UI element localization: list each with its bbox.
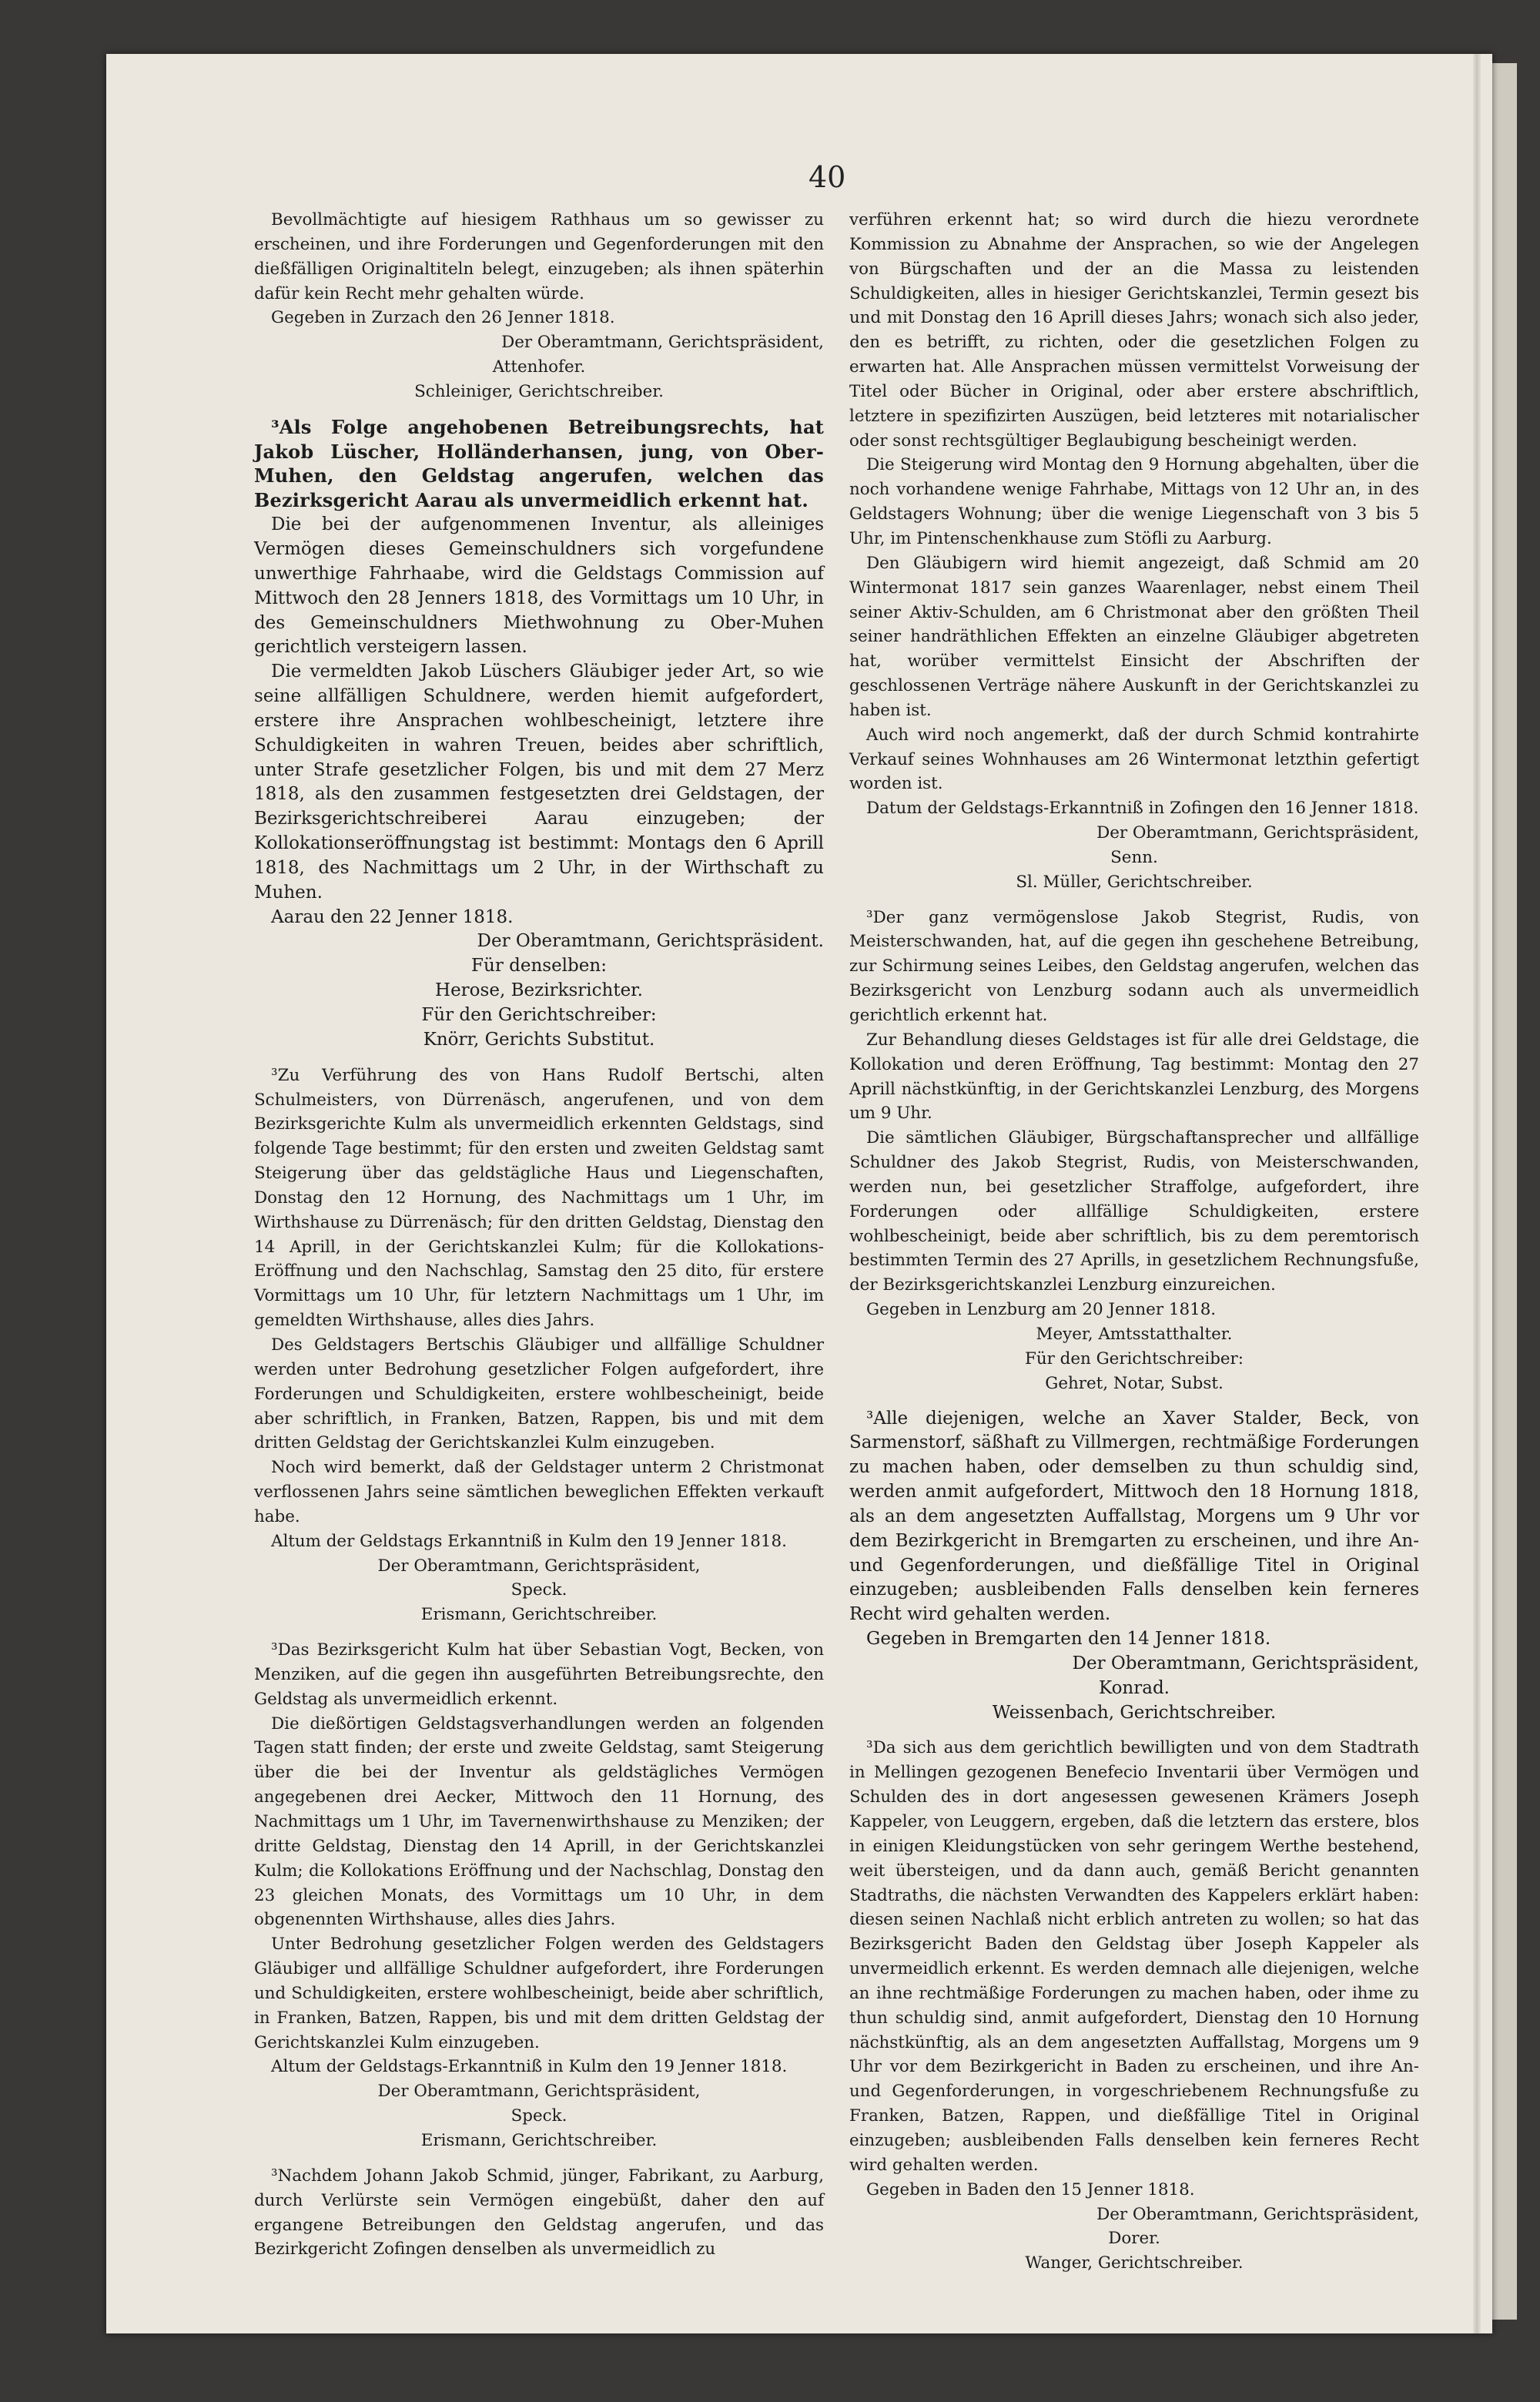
- signature-title: Meyer, Amtsstatthalter.: [1036, 1324, 1233, 1344]
- notice-schmid-continued: verführen erkennt hat; so wird durch die hiezu verordnete Kommission zu Abnahme der Ansprachen, so wie der Angelegen von Bürgschaften und der an die Massa zu leistenden Schuldigkeiten, alles in hiesiger Gerichtskanzlei, Termin gesezt bis und mit Donstag den 16 Aprill dieses Jahrs; wonach sich also jeder, den es betrifft, zu richten, oder die gesetzlichen Folgen zu erwarten hat. Alle Ansprachen müssen vermittelst Vorweisung der Titel oder Bücher in Original, oder aber erstere abschriftlich, letztere in spezifizirten Auszügen, beid letzteres mit notarialischer oder sonst rechtsgültiger Beglaubigung bescheinigt werden.: [849, 210, 1419, 451]
- signature-for: Für den Gerichtschreiber:: [1025, 1348, 1244, 1369]
- signature-clerk: Schleiniger, Gerichtschreiber.: [414, 381, 664, 401]
- signature-name: Attenhofer.: [492, 357, 586, 377]
- notice-date: Datum der Geldstags-Erkanntniß in Zofingen den 16 Jenner 1818.: [866, 799, 1419, 819]
- signature-title: Der Oberamtmann, Gerichtspräsident,: [501, 333, 824, 353]
- page-fold-shadow: [1473, 54, 1481, 2333]
- signature-name: Herose, Bezirksrichter.: [435, 980, 643, 1001]
- signature-title: Der Oberamtmann, Gerichtspräsident,: [377, 1556, 701, 1576]
- signature-name: Dorer.: [1108, 2229, 1160, 2249]
- notice-stegrist-creditors: Die sämtlichen Gläubiger, Bürgschaftansprecher und allfällige Schuldner des Jakob Stegrist, Rudis, von Meisterschwanden, werden nun, bei gesetzlicher Straffolge, aufgefordert, ihre Forderungen oder allfällige Schuldigkeiten, erstere wohlbescheinigt, beide aber schriftlich, bis zu dem peremtorisch bestimmten Termin des 27 Aprills, in gesetzlichem Rechnungsfuße, der Bezirksgerichtskanzlei Lenzburg einzureichen.: [849, 1128, 1419, 1295]
- signature-clerk: Gehret, Notar, Subst.: [1045, 1373, 1224, 1393]
- notice-schmid-intro: ³Nachdem Johann Jakob Schmid, jünger, Fabrikant, zu Aarburg, durch Verlürste sein Vermögen eingebüßt, daher den auf ergangene Betreibungen den Geldstag angerufen, und das Bezirkgericht Zofingen denselben als unvermeidlich zu: [254, 2166, 824, 2260]
- signature-clerk: Weissenbach, Gerichtschreiber.: [992, 1702, 1277, 1723]
- notice-vogt-intro: ³Das Bezirksgericht Kulm hat über Sebastian Vogt, Becken, von Menziken, auf die gegen ihn ausgeführten Betreibungsrechte, den Geldstag als unvermeidlich erkennt.: [254, 1640, 824, 1709]
- notice-schmid-remark: Auch wird noch angemerkt, daß der durch Schmid kontrahirte Verkauf seines Wohnhauses am 26 Wintermonat letzthin gefertigt worden ist.: [849, 725, 1419, 794]
- signature-clerk: Erismann, Gerichtschreiber.: [420, 2130, 658, 2150]
- notice-luescher-intro: ³Als Folge angehobenen Betreibungsrechts, hat Jakob Lüscher, Holländerhansen, jung, von Ober-Muhen, den Geldstag angerufen, welchen das Bezirksgericht Aarau als unvermeidlich erkennt hat.: [254, 415, 824, 512]
- signature-clerk: Wanger, Gerichtschreiber.: [1025, 2253, 1244, 2273]
- signature-title: Der Oberamtmann, Gerichtspräsident,: [1072, 1653, 1419, 1673]
- signature-clerk: Knörr, Gerichts Substitut.: [423, 1029, 655, 1050]
- signature-clerk: Erismann, Gerichtschreiber.: [420, 1605, 658, 1625]
- signature-title: Der Oberamtmann, Gerichtspräsident.: [477, 931, 824, 952]
- notice-kappeler: ³Da sich aus dem gerichtlich bewilligten und von dem Stadtrath in Mellingen gezogenen Benefecio Inventarii über Vermögen und Schulden des in dort angesessen gewesenen Krämers Joseph Kappeler, von Leuggern, ergeben, daß die letztern das erstere, blos in einigen Kleidungstücken von sehr geringem Werthe bestehend, weit übersteigen, und da dann auch, gemäß Bericht genannten Stadtraths, die nächsten Verwandten des Kappelers erklärt haben: diesen seinen Nachlaß nicht erblich antreten zu wollen; so hat das Bezirksgericht Baden den Geldstag über Joseph Kappeler als unvermeidlich erkennt. Es werden demnach alle diejenigen, welche an ihne rechtmäßige Forderungen zu machen haben, oder ihme zu thun schuldig sind, anmit aufgefordert, Dienstag den 10 Hornung nächstkünftig, als an dem angesetzten Auffallstag, Morgens um 9 Uhr vor dem Bezirkgericht in Baden zu erscheinen, und ihre An- und Gegenforderungen, in vorgeschriebenem Rechnungsfuße zu Franken, Batzen, Rappen, und dießfällige Titel in Original einzugeben; ausbleibenden Falls denselben kein ferneres Recht wird gehalten werden.: [849, 1738, 1419, 2175]
- signature-name: Speck.: [511, 1580, 567, 1600]
- notice-bertschi-creditors: Des Geldstagers Bertschis Gläubiger und allfällige Schuldner werden unter Bedrohung gesetzlicher Folgen aufgefordert, ihre Forderungen und Schuldigkeiten, erstere wohlbescheinigt, beide aber schriftlich, in Franken, Batzen, Rappen, bis und mit dem dritten Geldstag der Gerichtskanzlei Kulm einzugeben.: [254, 1335, 824, 1453]
- notice-stalder: ³Alle diejenigen, welche an Xaver Stalder, Beck, von Sarmenstorf, säßhaft zu Villmergen, rechtmäßige Forderungen zu machen haben, oder demselben zu thun schuldig sind, werden anmit aufgefordert, Mittwoch den 18 Hornung 1818, als an dem angesetzten Auffallstag, Morgens um 9 Uhr vor dem Bezirkgericht in Bremgarten zu erscheinen, und ihre An- und Gegenforderungen, und dießfällige Titel in Original einzugeben; ausbleibenden Falls denselben kein ferneres Recht wird gehalten werden.: [849, 1408, 1419, 1625]
- notice-date: Gegeben in Baden den 15 Jenner 1818.: [866, 2179, 1195, 2199]
- notice-stegrist-intro: ³Der ganz vermögenslose Jakob Stegrist, Rudis, von Meisterschwanden, hat, auf die gegen ihn geschehene Betreibung, zur Schirmung seines Leibes, den Geldstag angerufen, welchen das Bezirksgericht von Lenzburg sodann auch als unvermeidlich gerichtlich erkennt hat.: [849, 907, 1419, 1025]
- notice-stegrist-schedule: Zur Behandlung dieses Geldstages ist für alle drei Geldstage, die Kollokation und deren Eröffnung, Tag bestimmt: Montag den 27 Aprill nächstkünftig, in der Gerichtskanzlei Lenzburg, des Morgens um 9 Uhr.: [849, 1030, 1419, 1124]
- notice-bertschi-intro: ³Zu Verführung des von Hans Rudolf Bertschi, alten Schulmeisters, von Dürrenäsch, angerufenen, und von dem Bezirksgerichte Kulm als unvermeidlich erkennten Geldstags, sind folgende Tage bestimmt; für den ersten und zweiten Geldstag samt Steigerung über das geldstägliche Haus und Liegenschaften, Donstag den 12 Hornung, des Nachmittags um 1 Uhr, im Wirthshause zu Dürrenäsch; für den dritten Geldstag, Dienstag den 14 Aprill, in der Gerichtskanzlei Kulm; für die Kollokations-Eröffnung und den Nachschlag, Samstag den 25 dito, für erstere Vormittags um 10 Uhr, für letztern Nachmittags um 1 Uhr, im gemeldten Wirthshause, alles dies Jahrs.: [254, 1065, 824, 1331]
- notice-date: Gegeben in Zurzach den 26 Jenner 1818.: [271, 308, 615, 328]
- right-column: [849, 208, 1419, 2273]
- notice-date: Altum der Geldstags Erkanntniß in Kulm den 19 Jenner 1818.: [271, 1531, 787, 1551]
- notice-date: Gegeben in Lenzburg am 20 Jenner 1818.: [866, 1300, 1217, 1320]
- signature-for: Für den Gerichtschreiber:: [421, 1005, 657, 1025]
- signature-name: Speck.: [511, 2106, 567, 2126]
- signature-title: Der Oberamtmann, Gerichtspräsident,: [1096, 823, 1419, 843]
- notice-schmid-creditors: Den Gläubigern wird hiemit angezeigt, daß Schmid am 20 Wintermonat 1817 sein ganzes Waarenlager, nebst einem Theil seiner Aktiv-Schulden, am 6 Christmonat aber den größten Theil seiner handräthlichen Effekten an einzelne Gläubiger abgetreten hat, worüber vermittelst Einsicht der Abschriften der geschlossenen Verträge nähere Auskunft in der Gerichtskanzlei zu haben ist.: [849, 553, 1419, 720]
- notice-luescher-auction: Die bei der aufgenommenen Inventur, als alleiniges Vermögen dieses Gemeinschuldners sich vorgefundene unwerthige Fahrhaabe, wird die Geldstags Commission auf Mittwoch den 28 Jenners 1818, des Vormittags um 10 Uhr, in des Gemeinschuldners Miethwohnung zu Ober-Muhen gerichtlich versteigern lassen.: [254, 514, 824, 658]
- notice-vogt-creditors: Unter Bedrohung gesetzlicher Folgen werden des Geldstagers Gläubiger und allfällige Schuldner aufgefordert, ihre Forderungen und Schuldigkeiten, erstere wohlbescheinigt, beide aber schriftlich, in Franken, Batzen, Rappen, bis und mit dem dritten Geldstag der Gerichtskanzlei Kulm einzugeben.: [254, 1935, 824, 2052]
- notice-date: Altum der Geldstags-Erkanntniß in Kulm den 19 Jenner 1818.: [271, 2057, 788, 2077]
- notice-luescher-creditors: Die vermeldten Jakob Lüschers Gläubiger jeder Art, so wie seine allfälligen Schuldnere, werden hiemit aufgefordert, erstere ihre Ansprachen wohlbescheinigt, letztere ihre Schuldigkeiten in wahren Treuen, beides aber schriftlich, unter Strafe gesetzlicher Folgen, bis und mit dem 27 Merz 1818, als den zusammen festgesetzten drei Geldstagen, der Bezirksgerichtschreiberei Aarau einzugeben; der Kollokationseröffnungstag ist bestimmt: Montags den 6 Aprill 1818, des Nachmittags um 2 Uhr, in der Wirthschaft zu Muhen.: [254, 662, 824, 903]
- notice-zurzach-tail: Bevollmächtigte auf hiesigem Rathhaus um so gewisser zu erscheinen, und ihre Forderungen und Gegenforderungen mit den dießfälligen Originaltiteln belegt, einzugeben; als ihnen späterhin dafür kein Recht mehr gehalten würde.: [254, 210, 824, 303]
- signature-for: Für denselben:: [471, 956, 607, 977]
- next-page-edge: [1492, 63, 1517, 2320]
- signature-title: Der Oberamtmann, Gerichtspräsident,: [1096, 2204, 1419, 2224]
- signature-name: Konrad.: [1099, 1677, 1170, 1698]
- notice-vogt-schedule: Die dießörtigen Geldstagsverhandlungen werden an folgenden Tagen statt finden; der erste und zweite Geldstag, samt Steigerung über die bei der Inventur als geldstägliches Vermögen angegebenen drei Aecker, Mittwoch den 11 Hornung, des Nachmittags um 1 Uhr, im Tavernenwirthshause zu Menziken; der dritte Geldstag, Dienstag den 14 Aprill, in der Gerichtskanzlei Kulm; die Kollokations Eröffnung und der Nachschlag, Donstag den 23 gleichen Monats, des Vormittags um 10 Uhr, in dem obgenennten Wirthshause, alles dies Jahrs.: [254, 1714, 824, 1930]
- left-column: [254, 208, 824, 2260]
- notice-date: Aarau den 22 Jenner 1818.: [271, 906, 514, 927]
- notice-bertschi-remark: Noch wird bemerkt, daß der Geldstager unterm 2 Christmonat verflossenen Jahrs seine sämtlichen beweglichen Effekten verkauft habe.: [254, 1458, 824, 1526]
- signature-name: Senn.: [1110, 847, 1158, 867]
- page-number: 40: [808, 160, 846, 194]
- notice-date: Gegeben in Bremgarten den 14 Jenner 1818.: [866, 1629, 1271, 1650]
- signature-clerk: Sl. Müller, Gerichtschreiber.: [1016, 872, 1253, 892]
- signature-title: Der Oberamtmann, Gerichtspräsident,: [377, 2082, 701, 2102]
- notice-schmid-auction: Die Steigerung wird Montag den 9 Hornung abgehalten, über die noch vorhandene wenige Fahrhabe, Mittags von 12 Uhr an, in des Geldstagers Wohnung; über die wenige Liegenschaft von 3 bis 5 Uhr, im Pintenschenkhause zum Stöfli zu Aarburg.: [849, 455, 1419, 548]
